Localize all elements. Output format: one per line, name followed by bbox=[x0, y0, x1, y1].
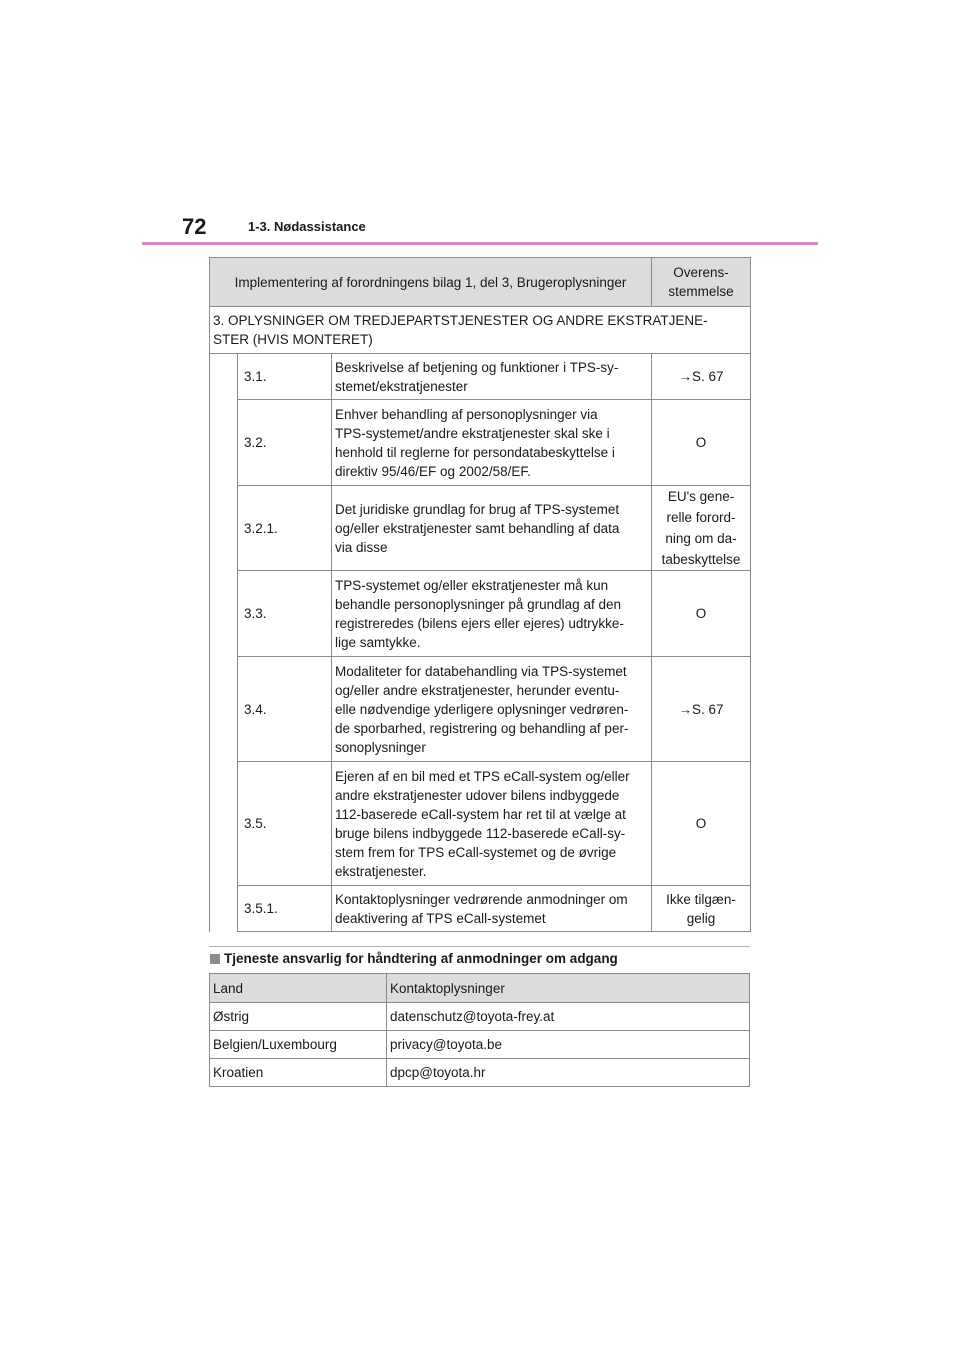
table-header-conformity: Overens- stemmelse bbox=[652, 258, 751, 307]
country-cell: Kroatien bbox=[210, 1059, 387, 1087]
square-bullet-icon bbox=[210, 954, 220, 964]
row-number: 3.2. bbox=[238, 400, 332, 486]
row-conformity: O bbox=[652, 571, 751, 657]
row-number: 3.5.1. bbox=[238, 886, 332, 932]
row-conformity: →S. 67 bbox=[652, 354, 751, 400]
row-number: 3.1. bbox=[238, 354, 332, 400]
row-conformity: →S. 67 bbox=[652, 657, 751, 762]
row-description: Ejeren af en bil med et TPS eCall-system og/eller andre ekstratjenester udover bilens indbyggede 112-baserede eCall-system har ret til at vælge at bruge bilens indbyggede 112-baserede eCall-sy- stem frem for TPS eCall-systemet og de øvrige ekstratjenester. bbox=[332, 762, 652, 886]
row-number: 3.3. bbox=[238, 571, 332, 657]
section-3-title: 3. OPLYSNINGER OM TREDJEPARTSTJENESTER OG ANDRE EKSTRATJENE- STER (HVIS MONTERET) bbox=[210, 307, 751, 354]
row-description: Kontaktoplysninger vedrørende anmodninger om deaktivering af TPS eCall-systemet bbox=[332, 886, 652, 932]
table-header-description: Implementering af forordningens bilag 1, del 3, Brugeroplysninger bbox=[210, 258, 652, 307]
row-conformity: EU's gene- relle forord- ning om da- tabeskyttelse bbox=[652, 486, 751, 571]
column-header-country: Land bbox=[210, 974, 387, 1003]
row-conformity: O bbox=[652, 400, 751, 486]
section-divider bbox=[209, 946, 750, 947]
section-title: 1-3. Nødassistance bbox=[248, 219, 366, 234]
table-row bbox=[210, 1031, 750, 1059]
row-number: 3.4. bbox=[238, 657, 332, 762]
contact-section-heading-text: Tjeneste ansvarlig for håndtering af anmodninger om adgang bbox=[224, 951, 618, 966]
row-description: Modaliteter for databehandling via TPS-systemet og/eller andre ekstratjenester, herunder eventu- elle nødvendige yderligere oplysninger vedrøren- de sporbarhed, registrering og behandling af per- sonoplysninger bbox=[332, 657, 652, 762]
row-conformity: O bbox=[652, 762, 751, 886]
page-number: 72 bbox=[182, 214, 207, 239]
header-rule bbox=[142, 242, 818, 245]
email-cell: datenschutz@toyota-frey.at bbox=[387, 1003, 750, 1031]
contact-table bbox=[209, 973, 750, 1087]
row-number: 3.2.1. bbox=[238, 486, 332, 571]
country-cell: Østrig bbox=[210, 1003, 387, 1031]
indent-cell bbox=[210, 354, 238, 932]
country-cell: Belgien/Luxembourg bbox=[210, 1031, 387, 1059]
email-cell: dpcp@toyota.hr bbox=[387, 1059, 750, 1087]
row-number: 3.5. bbox=[238, 762, 332, 886]
row-description: Enhver behandling af personoplysninger via TPS-systemet/andre ekstratjenester skal ske i henhold til reglerne for persondatabeskyttelse i direktiv 95/46/EF og 2002/58/EF. bbox=[332, 400, 652, 486]
row-description: Beskrivelse af betjening og funktioner i TPS-sy- stemet/ekstratjenester bbox=[332, 354, 652, 400]
user-information-table bbox=[209, 257, 751, 932]
column-header-contact: Kontaktoplysninger bbox=[387, 974, 750, 1003]
table-row bbox=[210, 1059, 750, 1087]
email-cell: privacy@toyota.be bbox=[387, 1031, 750, 1059]
row-description: TPS-systemet og/eller ekstratjenester må kun behandle personoplysninger på grundlag af den registreredes (bilens ejers eller ejeres) udtrykke- lige samtykke. bbox=[332, 571, 652, 657]
row-description: Det juridiske grundlag for brug af TPS-systemet og/eller ekstratjenester samt behandling af data via disse bbox=[332, 486, 652, 571]
row-conformity: Ikke tilgæn- gelig bbox=[652, 886, 751, 932]
table-row bbox=[210, 1003, 750, 1031]
contact-section-heading bbox=[210, 951, 618, 966]
